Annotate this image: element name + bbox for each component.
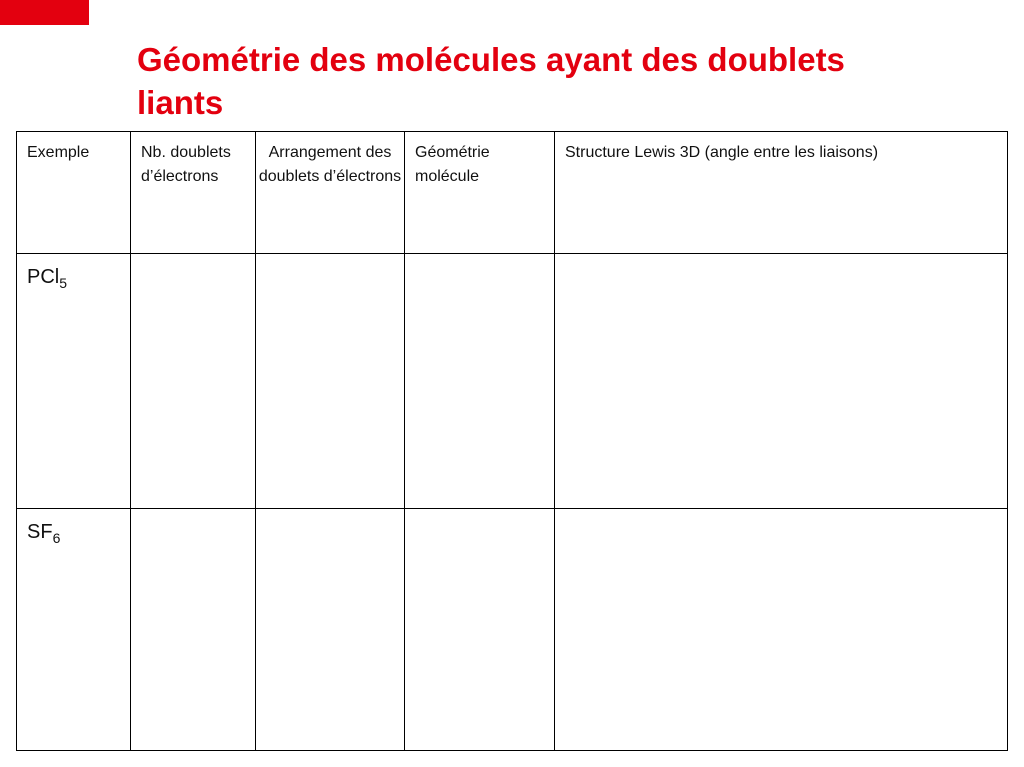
red-accent-bar: [0, 0, 89, 25]
header-lewis-structure: Structure Lewis 3D (angle entre les liaisons): [555, 132, 1008, 254]
formula-subscript: 5: [59, 275, 68, 291]
geometry-table: [16, 131, 1008, 751]
arrangement-cell[interactable]: [256, 254, 405, 509]
lewis-cell[interactable]: [555, 509, 1008, 751]
table-header-row: [17, 132, 1008, 254]
header-arrangement: Arrangement des doublets d’électrons: [256, 132, 405, 254]
formula-subscript: 6: [52, 530, 61, 546]
slide-title: Géométrie des molécules ayant des doublets liants: [137, 41, 845, 121]
arrangement-cell[interactable]: [256, 509, 405, 751]
header-geometry: Géométrie molécule: [405, 132, 555, 254]
formula-base: PCl: [27, 266, 60, 288]
table-row: [17, 254, 1008, 509]
bond-pairs-cell[interactable]: [131, 254, 256, 509]
header-example: Exemple: [17, 132, 131, 254]
bond-pairs-cell[interactable]: [131, 509, 256, 751]
lewis-cell[interactable]: [555, 254, 1008, 509]
example-cell-sf6: [17, 509, 131, 751]
table-row: [17, 509, 1008, 751]
geometry-cell[interactable]: [405, 509, 555, 751]
formula-base: SF: [27, 521, 53, 543]
example-cell-pcl5: [17, 254, 131, 509]
geometry-cell[interactable]: [405, 254, 555, 509]
header-bond-pairs: Nb. doublets d’électrons: [131, 132, 256, 254]
